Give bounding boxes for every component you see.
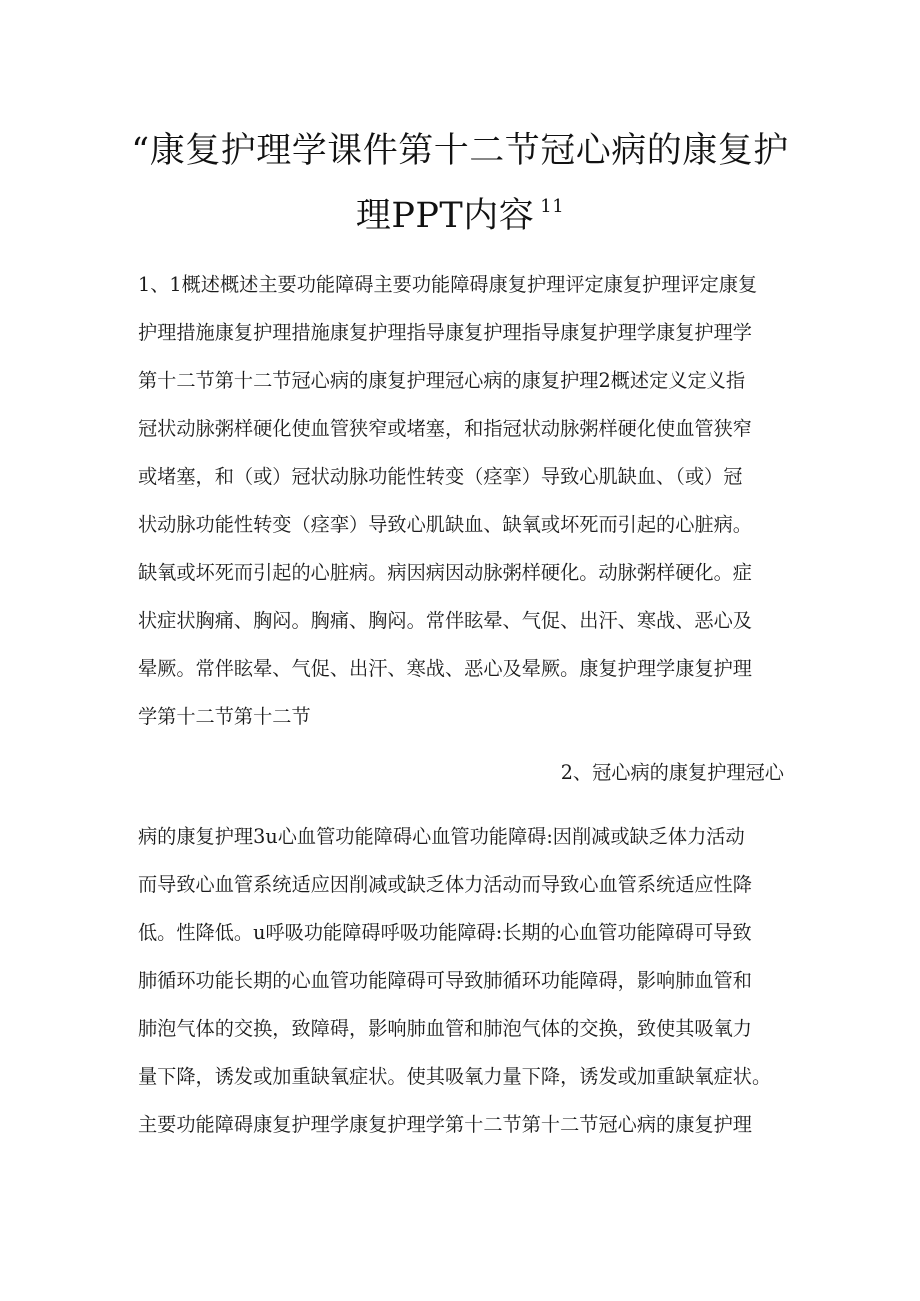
paragraph-2-line: 量下降，诱发或加重缺氧症状。使其吸氧力量下降，诱发或加重缺氧症状。 — [138, 1065, 772, 1088]
page-title-line-2-text: 理PPT内容 — [355, 196, 535, 236]
paragraph-2-line: 病的康复护理3u心血管功能障碍心血管功能障碍:因削减或缺乏体力活动 — [138, 825, 745, 848]
paragraph-2-line: 低。性降低。u呼吸功能障碍呼吸功能障碍:长期的心血管功能障碍可导致 — [138, 921, 752, 944]
paragraph-1-line: 或堵塞，和（或）冠状动脉功能性转变（痉挛）导致心肌缺血、（或）冠 — [138, 465, 743, 488]
page-title-line-1: “康复护理学课件第十二节冠心病的康复护 — [131, 131, 789, 171]
paragraph-1-line: 冠状动脉粥样硬化使血管狭窄或堵塞，和指冠状动脉粥样硬化使血管狭窄 — [138, 417, 752, 440]
section-2-heading: 2、冠心病的康复护理冠心 — [560, 761, 784, 784]
paragraph-1-line: 护理措施康复护理措施康复护理指导康复护理指导康复护理学康复护理学 — [138, 321, 752, 344]
paragraph-2-line: 主要功能障碍康复护理学康复护理学第十二节第十二节冠心病的康复护理 — [138, 1113, 752, 1136]
paragraph-1-line: 第十二节第十二节冠心病的康复护理冠心病的康复护理2概述定义定义指 — [138, 369, 746, 392]
paragraph-1-line: 状症状胸痛、胸闷。胸痛、胸闷。常伴眩晕、气促、出汗、寒战、恶心及 — [138, 609, 752, 632]
page-title-superscript: 11 — [540, 196, 565, 217]
paragraph-1-line: 状动脉功能性转变（痉挛）导致心肌缺血、缺氧或坏死而引起的心脏病。 — [138, 513, 752, 536]
paragraph-2-line: 肺循环功能长期的心血管功能障碍可导致肺循环功能障碍，影响肺血管和 — [138, 969, 752, 992]
paragraph-1-line: 学第十二节第十二节 — [138, 705, 311, 728]
paragraph-2-line: 而导致心血管系统适应因削减或缺乏体力活动而导致心血管系统适应性降 — [138, 873, 752, 896]
paragraph-2-line: 肺泡气体的交换，致障碍，影响肺血管和肺泡气体的交换，致使其吸氧力 — [138, 1017, 752, 1040]
page-title-line-2 — [0, 178, 920, 245]
paragraph-1-line: 1、1概述概述主要功能障碍主要功能障碍康复护理评定康复护理评定康复 — [138, 273, 758, 296]
paragraph-1-line: 晕厥。常伴眩晕、气促、出汗、寒战、恶心及晕厥。康复护理学康复护理 — [138, 657, 752, 680]
paragraph-1-line: 缺氧或坏死而引起的心脏病。病因病因动脉粥样硬化。动脉粥样硬化。症 — [138, 561, 752, 584]
